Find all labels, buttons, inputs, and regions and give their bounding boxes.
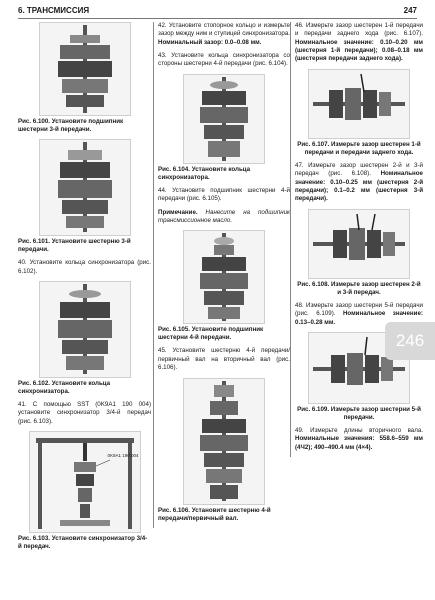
step-44: 44. Установите подшипник шестерни 4-й передачи (рис. 6.105). — [158, 186, 290, 203]
caption-6-106: Рис. 6.106. Установите шестерню 4-й передачи/первичный вал. — [158, 506, 271, 522]
figure-6-100 — [39, 22, 131, 116]
step-49-nominal: Номинальные значения: 558.6–559 мм (4Ч2); 490–490.4 мм (4×4). — [295, 435, 423, 451]
caption-6-102: Рис. 6.102. Установите кольца синхронизатора. — [18, 379, 111, 396]
step-47-text: 47. Измерьте зазор шестерен 2-й и 3-й передач (рис. 6.108). — [295, 161, 423, 178]
gear-shaft-illustration — [184, 75, 264, 163]
figure-6-107 — [308, 69, 410, 139]
step-41: 41. С помощью SST (0K9A1 190 004) установите синхронизатор 3/4-й передач (рис. 6.103). — [18, 401, 151, 425]
caption-6-100: Рис. 6.100. Установите подшипник шестерни 3-й передачи. — [18, 118, 124, 134]
note-text: Нанесите на подшипник трансмиссионное масло. — [158, 208, 290, 224]
step-42-nominal: Номинальный зазор: 0.0–0.08 мм. — [158, 38, 262, 46]
feeler-gauge-illustration — [309, 210, 409, 278]
step-48-nominal: Номинальное значение: 0.13–0.28 мм. — [295, 310, 423, 326]
caption-6-105: Рис. 6.105. Установите подшипник шестерни 4-й передачи. — [158, 326, 264, 342]
figure-6-106 — [183, 378, 265, 505]
step-48-text: 48. Измерьте зазор шестерни 5-й передачи (рис. 6.109). — [295, 301, 423, 318]
gear-shaft-illustration — [40, 282, 130, 377]
press-tool-illustration — [30, 432, 140, 532]
caption-6-108: Рис. 6.108. Измерьте зазор шестерен 2-й и 3-й передач. — [297, 280, 421, 296]
side-page-tab: 246 — [385, 322, 435, 360]
figure-6-105 — [183, 230, 265, 324]
step-42 — [158, 22, 290, 47]
figure-6-101 — [39, 139, 131, 236]
page-number: 247 — [403, 6, 417, 15]
caption-6-103: Рис. 6.103. Установите синхронизатор 3/4-й передач. — [18, 535, 148, 551]
sst-tool-label: 0K9A1 190 004 — [107, 453, 139, 459]
step-46 — [295, 22, 423, 64]
section-title: 6. ТРАНСМИССИЯ — [18, 6, 90, 15]
step-40: 40. Установите кольца синхронизатора (рис. 6.102). — [18, 259, 151, 275]
figure-6-102 — [39, 281, 131, 378]
note-label: Примечание. — [158, 208, 198, 216]
gear-shaft-illustration — [184, 379, 264, 504]
column-right — [290, 22, 423, 457]
column-middle — [153, 22, 290, 528]
step-45: 45. Установите шестерню 4-й передачи/первичный вал на вторичный вал (рис. 6.106). — [158, 347, 290, 372]
figure-6-104 — [183, 74, 265, 164]
feeler-gauge-illustration — [309, 70, 409, 138]
figure-6-108 — [308, 209, 410, 279]
figure-6-103 — [29, 431, 141, 533]
page-header — [18, 4, 417, 19]
step-49 — [295, 427, 423, 452]
caption-6-109: Рис. 6.109. Измерьте зазор шестерни 5-й передачи. — [297, 405, 421, 421]
caption-6-107: Рис. 6.107. Измерьте зазор шестерен 1-й передачи и передачи заднего хода. — [297, 140, 421, 156]
gear-shaft-illustration — [40, 23, 130, 115]
step-47 — [295, 162, 423, 204]
step-42-text: 42. Установите стопорное кольцо и измерьте зазор между ним и ступицей синхронизатора. — [158, 22, 290, 38]
column-left — [18, 22, 151, 556]
gear-shaft-illustration — [184, 231, 264, 323]
step-47-nominal: Номинальное значение: 0.10–0.25 мм (шестерня 2-й передачи); 0.1–0.2 мм (шестерня 3-й передачи). — [295, 170, 423, 203]
step-46-text: 46. Измерьте зазор шестерен 1-й передачи и передачи заднего хода (рис. 6.107). — [295, 22, 423, 38]
step-46-nominal: Номинальное значение: 0.10–0.20 мм (шестерня 1-й передачи); 0.08–0.18 мм (шестерня передачи заднего хода). — [295, 38, 423, 63]
gear-shaft-illustration — [40, 140, 130, 235]
step-49-text: 49. Измерьте длины вторичного вала. — [295, 427, 423, 435]
caption-6-101: Рис. 6.101. Установите шестерню 3-й передачи. — [18, 238, 131, 254]
caption-6-104: Рис. 6.104. Установите кольца синхронизатора. — [158, 165, 251, 181]
step-43: 43. Установите кольца синхронизатора со стороны шестерни 4-й передачи (рис. 6.104). — [158, 52, 290, 68]
note — [158, 209, 290, 226]
